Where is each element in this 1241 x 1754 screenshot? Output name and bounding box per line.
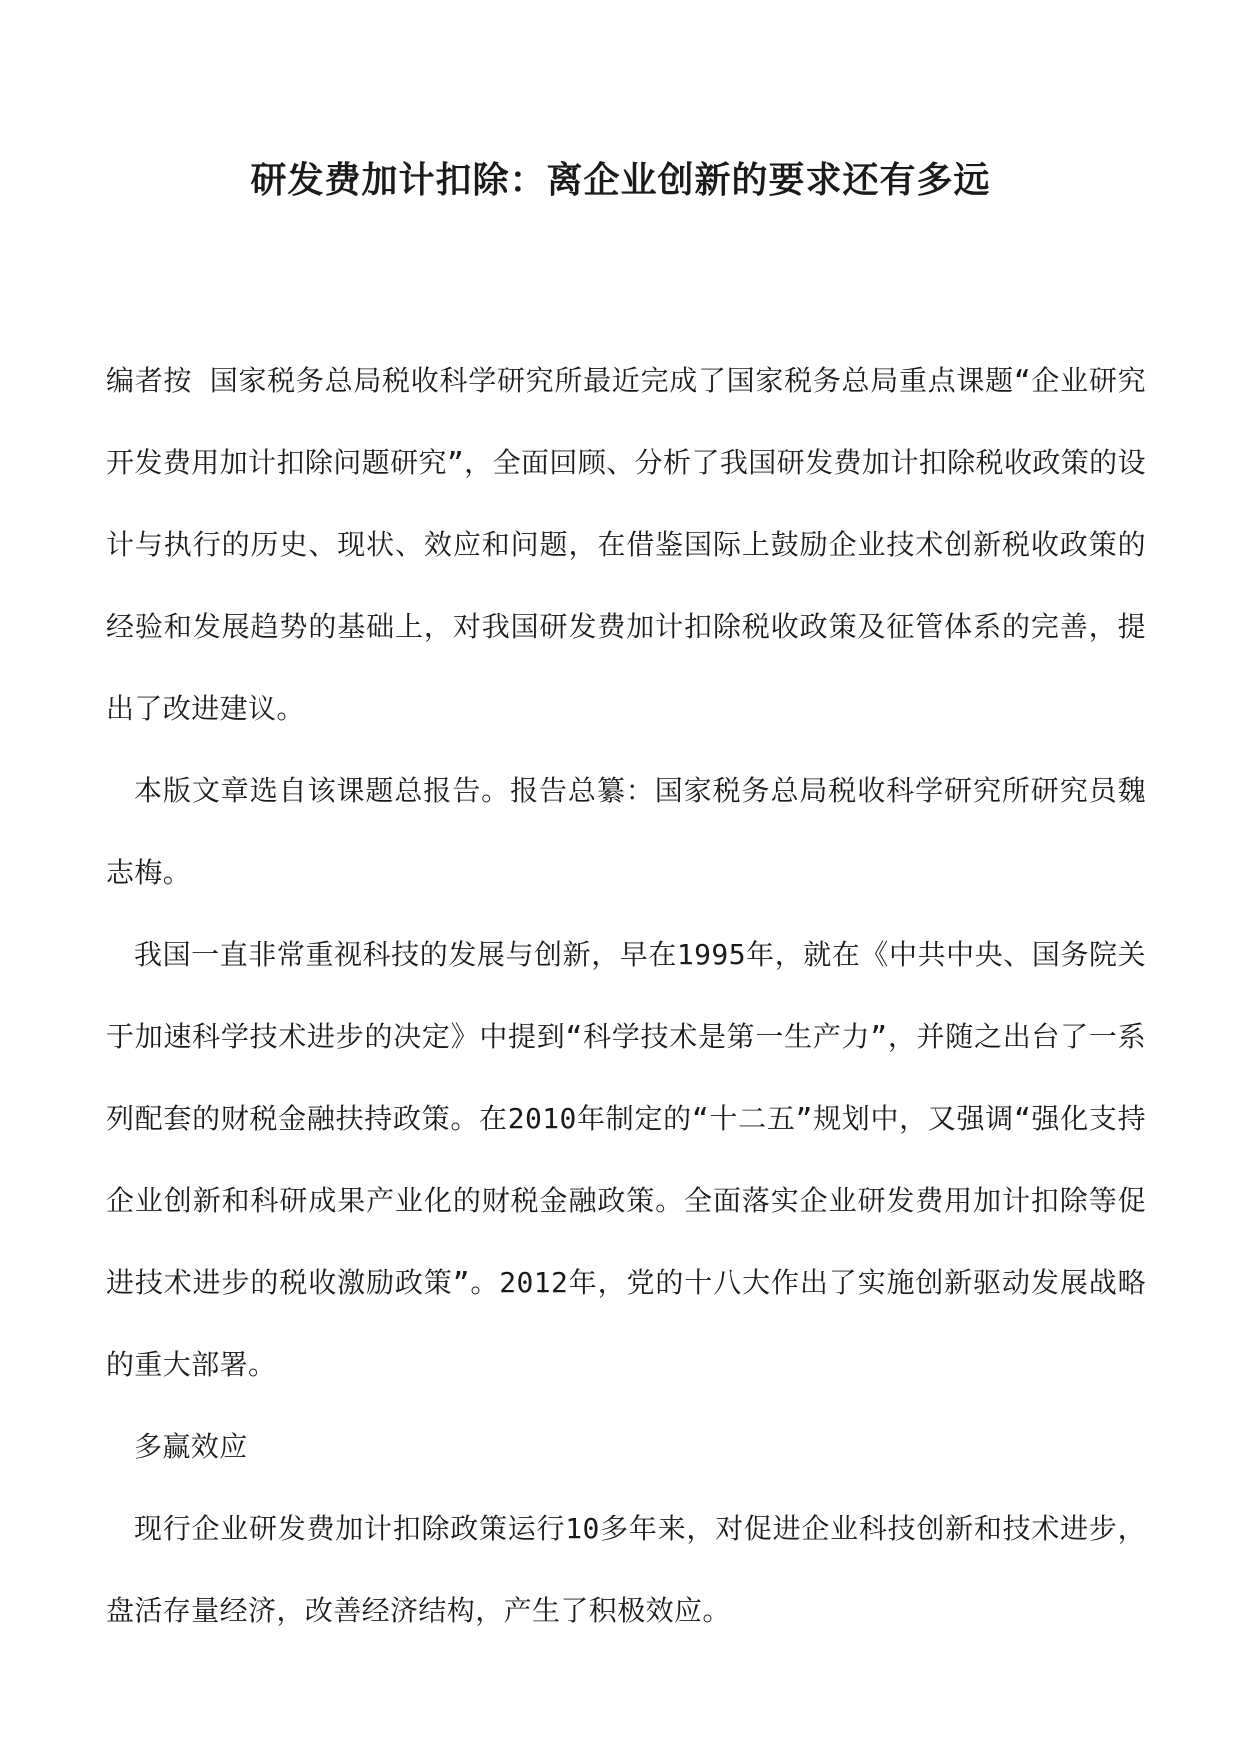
source-note-paragraph: 本版文章选自该课题总报告。报告总纂：国家税务总局税收科学研究所研究员魏志梅。 — [106, 774, 1146, 889]
editor-note-paragraph: 编者按 国家税务总局税收科学研究所最近完成了国家税务总局重点课题“企业研究开发费用加计扣除问题研究”，全面回顾、分析了我国研发费加计扣除税收政策的设计与执行的历史、现状、效应和问题，在借鉴国际上鼓励企业技术创新税收政策的经验和发展趋势的基础上，对我国研发费加计扣除税收政策及征管体系的完善，提出了改进建议。 — [106, 364, 1146, 725]
document-title: 研发费加计扣除：离企业创新的要求还有多远 — [250, 159, 991, 201]
section-heading: 多赢效应 — [134, 1430, 248, 1463]
background-paragraph: 我国一直非常重视科技的发展与创新，早在1995年，就在《中共中央、国务院关于加速科学技术进步的决定》中提到“科学技术是第一生产力”，并随之出台了一系列配套的财税金融扶持政策。在2010年制定的“十二五”规划中，又强调“强化支持企业创新和科研成果产业化的财税金融政策。全面落实企业研发费用加计扣除等促进技术进步的税收激励政策”。2012年，党的十八大作出了实施创新驱动发展战略的重大部署。 — [106, 938, 1146, 1381]
document-body — [106, 340, 1146, 1652]
effects-paragraph: 现行企业研发费加计扣除政策运行10多年来，对促进企业科技创新和技术进步，盘活存量经济，改善经济结构，产生了积极效应。 — [106, 1512, 1146, 1627]
